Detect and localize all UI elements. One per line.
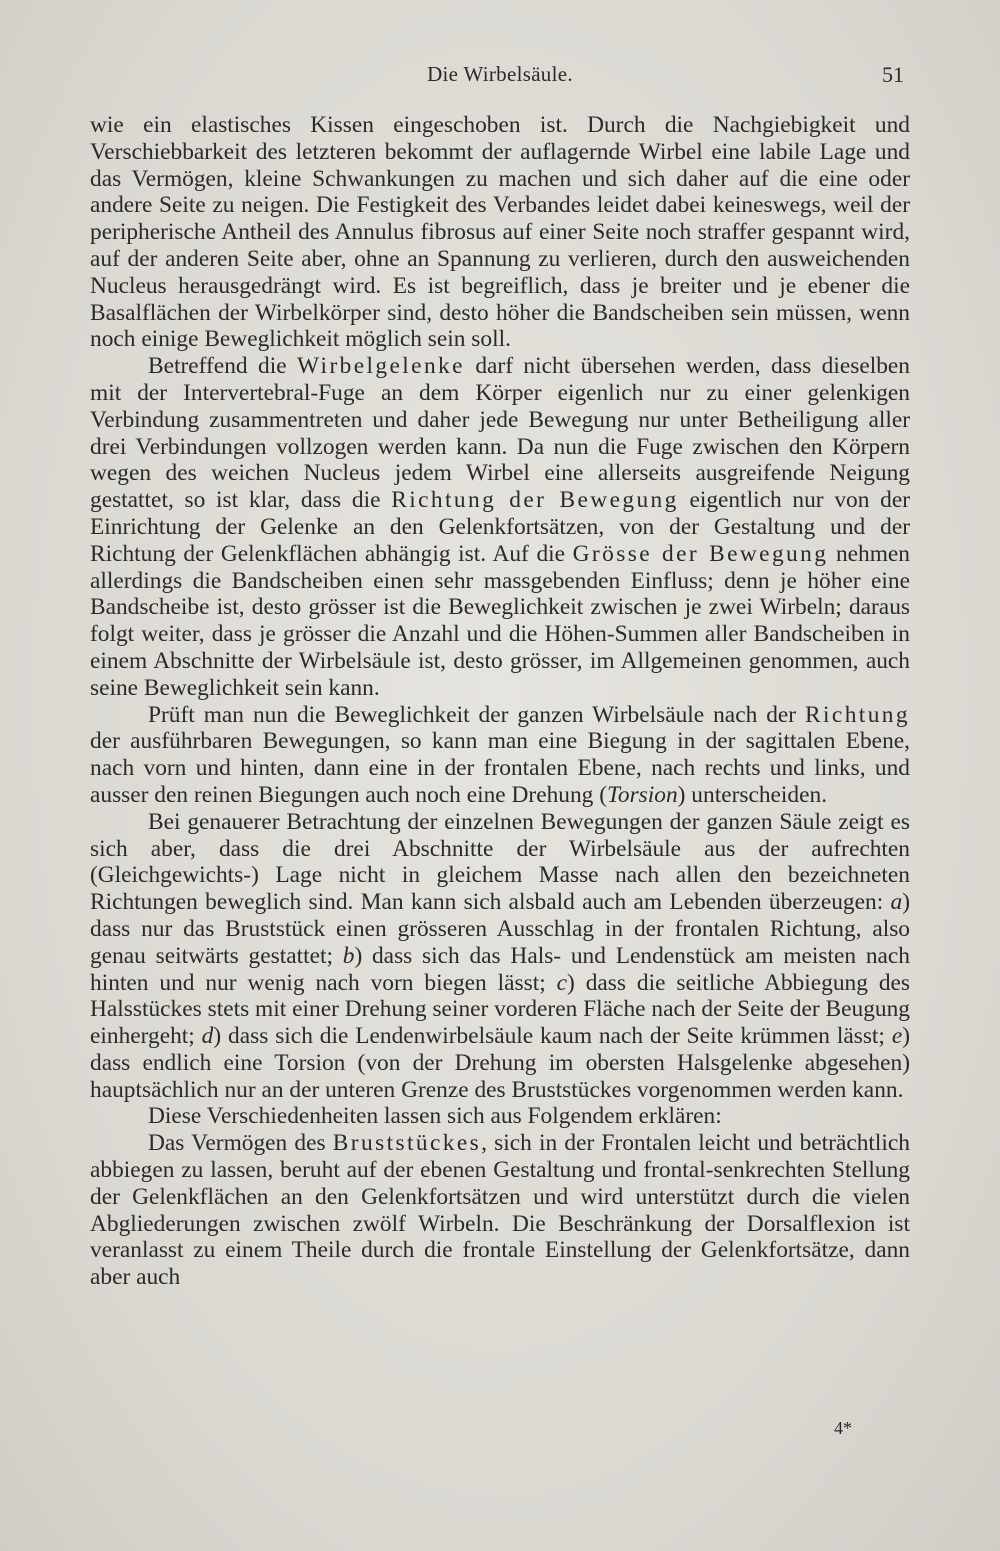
text-run: wie ein elastisches Kissen eingeschoben ist. Durch die Nachgiebigkeit und Verschiebbarkeit des letzteren bekommt der auflagernde Wirbel eine labile Lage und das Vermögen, kleine Schwankungen zu machen und sich daher auf die eine oder andere Seite zu neigen. Die Festigkeit des Verbandes leidet dabei keineswegs, weil der peripherische Antheil des Annulus fibrosus auf einer Seite noch straffer gespannt wird, auf der anderen Seite aber, ohne an Spannung zu verlieren, durch den ausweichenden Nucleus herausgedrängt wird. Es ist begreiflich, dass je breiter und je ebener die Basalflächen der Wirbelkörper sind, desto höher die Bandscheiben sein müssen, wenn noch einige Beweglichkeit möglich sein soll. xyxy=(90,112,910,353)
text-run: ) dass endlich eine Torsion (von der Drehung im obersten Halsgelenke abgesehen) hauptsächlich nur an der unteren Grenze des Bruststückes vorgenommen werden kann. xyxy=(90,1023,910,1103)
text-run: ) dass sich das Hals- und Lendenstück am meisten nach hinten und nur wenig nach vorn biegen lässt; xyxy=(90,942,910,996)
emphasis-italic: d xyxy=(201,1023,214,1050)
emphasis-italic: Torsion xyxy=(607,781,678,808)
emphasis-italic: c xyxy=(556,969,568,996)
emphasis-italic: b xyxy=(342,942,355,969)
text-run: ) dass die seitliche Abbiegung des Halsstückes stets mit einer Drehung seiner vorderen Fläche nach der Seite der Beugung einhergeht; xyxy=(90,969,910,1050)
emphasis-spaced: Bruststückes xyxy=(332,1130,482,1157)
paragraph xyxy=(90,353,910,701)
text-run: Diese Verschiedenheiten lassen sich aus Folgendem erklären: xyxy=(148,1103,722,1130)
emphasis-spaced: Wirbelgelenke xyxy=(297,353,465,380)
emphasis-spaced: Richtung xyxy=(805,701,910,728)
text-run: der ausführbaren Bewegungen, so kann man eine Biegung in der sagittalen Ebene, nach vorn und hinten, dann eine in der frontalen Ebene, nach rechts und links, und ausser den reinen Biegungen auch noch eine Drehung ( xyxy=(90,728,910,808)
text-run: nehmen allerdings die Bandscheiben einen sehr massgebenden Einfluss; denn je höher eine Bandscheibe ist, desto grösser ist die Beweglichkeit zwischen je zwei Wirbeln; daraus folgt weiter, dass je grösser die Anzahl und die Höhen-Summen aller Bandscheiben in einem Abschnitte der Wirbelsäule ist, desto grösser, im Allgemeinen genommen, auch seine Beweglichkeit sein kann. xyxy=(90,540,910,701)
emphasis-italic: e xyxy=(891,1023,903,1050)
running-title: Die Wirbelsäule. xyxy=(427,62,573,86)
text-run: eigentlich nur von der Einrichtung der Gelenke an den Gelenkfortsätzen, von der Gestaltung und der Richtung der Gelenkflächen abhängig ist. Auf die xyxy=(90,487,911,567)
emphasis-spaced: Richtung der Bewegung xyxy=(391,487,679,514)
paragraph xyxy=(90,112,910,353)
emphasis-italic: a xyxy=(890,889,903,916)
text-run: Das Vermögen des xyxy=(148,1130,333,1157)
signature-mark: 4* xyxy=(834,1418,852,1438)
page-number: 51 xyxy=(882,62,904,87)
text-run: ) dass sich die Lendenwirbelsäule kaum nach der Seite krümmen lässt; xyxy=(213,1023,892,1050)
text-run: ) dass nur das Bruststück einen grösseren Ausschlag in der frontalen Richtung, also genau seitwärts gestattet; xyxy=(90,889,910,969)
paragraph xyxy=(90,809,910,1104)
text-run: ) unterscheiden. xyxy=(677,781,828,808)
page-header xyxy=(90,62,910,88)
body-text xyxy=(90,112,910,1291)
text-run: Prüft man nun die Beweglichkeit der ganzen Wirbelsäule nach der xyxy=(148,701,806,728)
emphasis-spaced: Grösse der Bewegung xyxy=(572,540,829,567)
text-run: Bei genauerer Betrachtung der einzelnen Bewegungen der ganzen Säule zeigt es sich aber, dass die drei Abschnitte der Wirbelsäule aus der aufrechten (Gleichgewichts-) Lage nicht in gleichem Masse nach allen den bezeichneten Richtungen beweglich sind. Man kann sich alsbald auch am Lebenden überzeugen: xyxy=(90,808,910,916)
paragraph xyxy=(90,702,910,809)
text-run: darf nicht übersehen werden, dass dieselben mit der Intervertebral-Fuge an dem Körper eigenlich nur zu einer gelenkigen Verbindung zusammentreten und daher jede Bewegung nur unter Betheiligung aller drei Verbindungen vollzogen werden kann. Da nun die Fuge zwischen den Körpern wegen des weichen Nucleus jedem Wirbel eine allerseits ausgreifende Neigung gestattet, so ist klar, dass die xyxy=(90,353,910,514)
paragraph xyxy=(90,1130,910,1291)
text-run: , sich in der Frontalen leicht und beträchtlich abbiegen zu lassen, beruht auf der ebenen Gestaltung und frontal-senkrechten Stellung der Gelenkflächen an den Gelenkfortsätzen und wird unterstützt durch die vielen Abgliederungen zwischen zwölf Wirbeln. Die Beschränkung der Dorsalflexion ist veranlasst zu einem Theile durch die frontale Einstellung der Gelenkfortsätze, dann aber auch xyxy=(90,1130,910,1291)
text-run: Betreffend die xyxy=(148,353,297,380)
paragraph xyxy=(90,1103,910,1130)
